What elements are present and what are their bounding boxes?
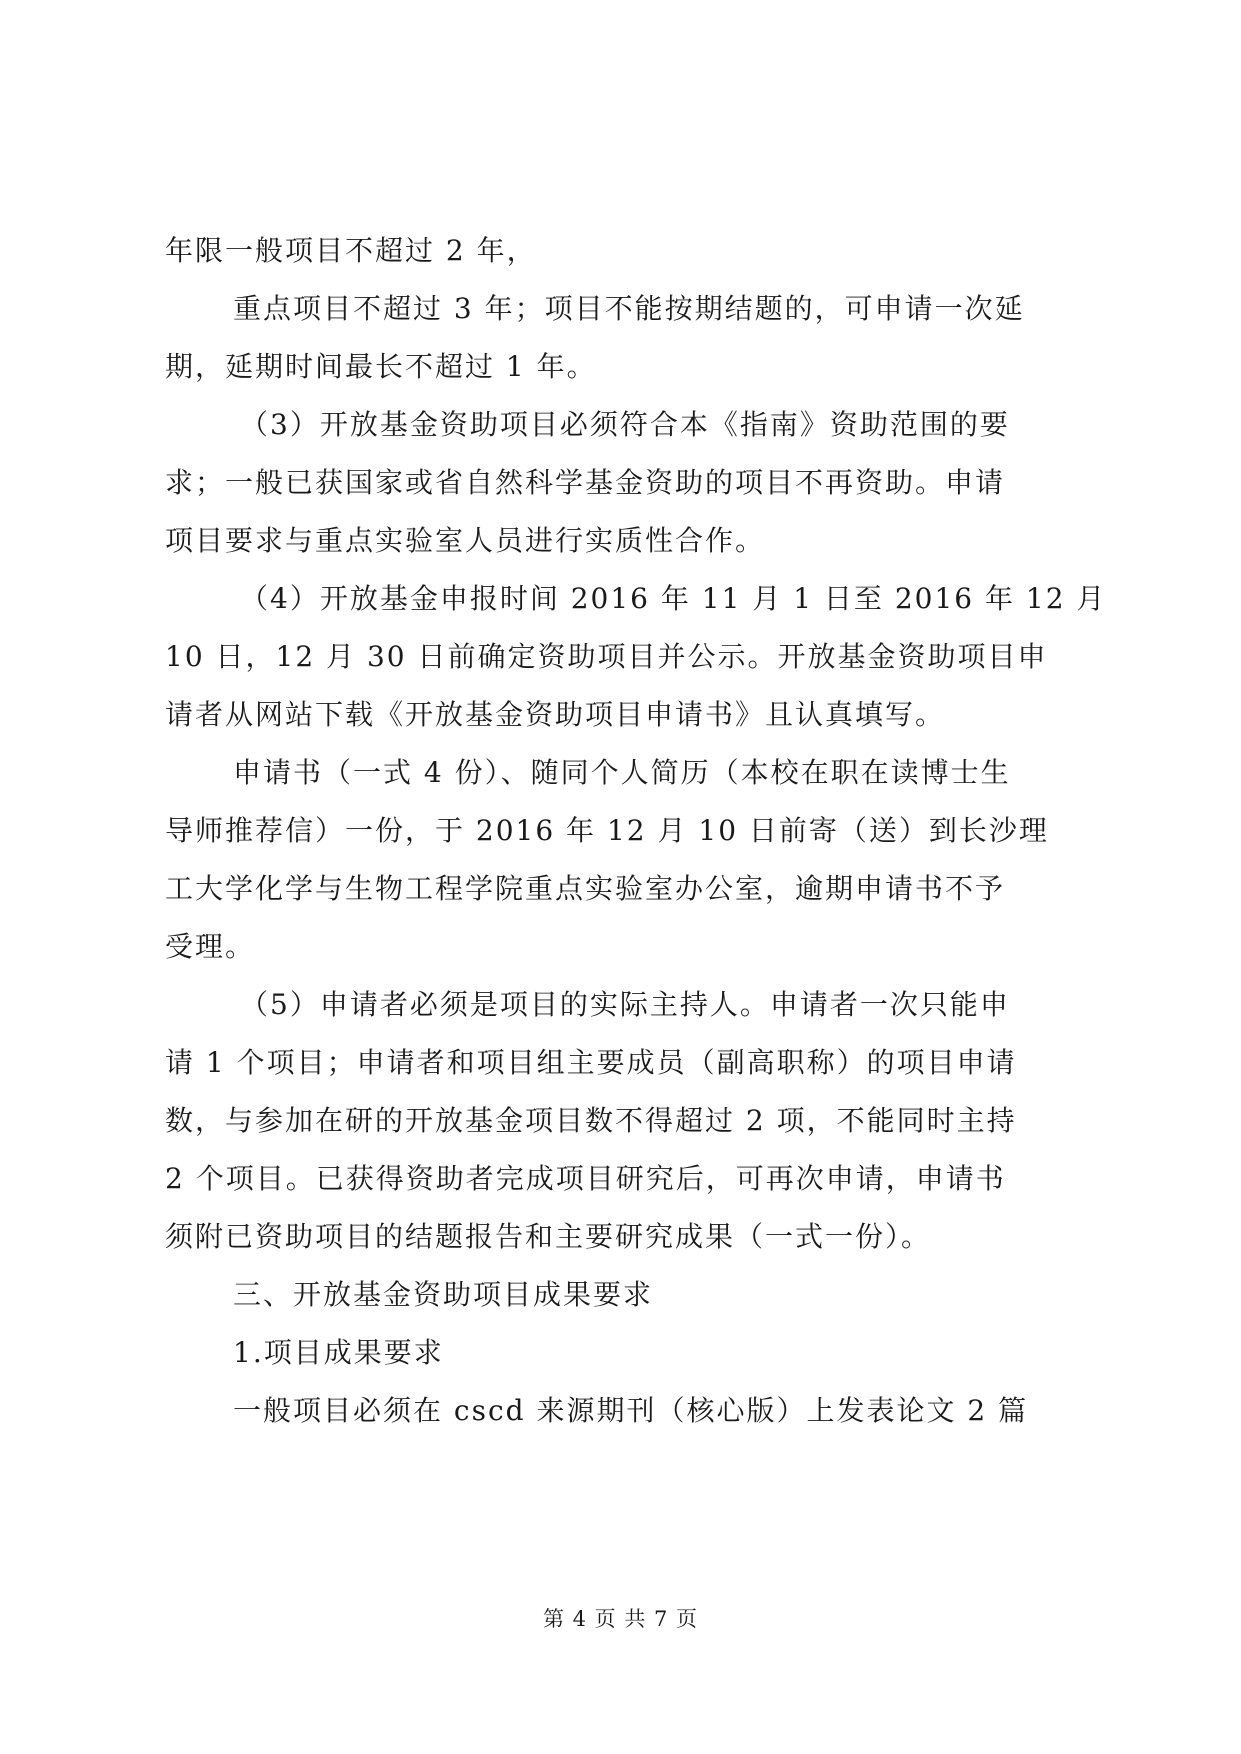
text-line: 导师推荐信）一份，于 2016 年 12 月 10 日前寄（送）到长沙理 — [165, 814, 1049, 847]
section-heading: 三、开放基金资助项目成果要求 — [233, 1278, 654, 1311]
text-line: 受理。 — [165, 930, 256, 963]
text-line: （4）开放基金申报时间 2016 年 11 月 1 日至 2016 年 12 月 — [240, 582, 1107, 615]
text-line: 2 个项目。已获得资助者完成项目研究后，可再次申请，申请书 — [165, 1162, 1006, 1195]
text-line: 项目要求与重点实验室人员进行实质性合作。 — [165, 524, 766, 557]
page-number-footer: 第 4 页 共 7 页 — [542, 1607, 699, 1631]
subsection-heading: 1.项目成果要求 — [233, 1336, 444, 1369]
text-line: 申请书（一式 4 份）、随同个人简历（本校在职在读博士生 — [233, 756, 1011, 789]
text-line: 求；一般已获国家或省自然科学基金资助的项目不再资助。申请 — [165, 466, 1006, 499]
document-body — [165, 222, 1107, 1440]
text-line: 请者从网站下载《开放基金资助项目申请书》且认真填写。 — [165, 698, 946, 731]
text-line: （5）申请者必须是项目的实际主持人。申请者一次只能申 — [240, 988, 1010, 1021]
text-line: 请 1 个项目；申请者和项目组主要成员（副高职称）的项目申请 — [165, 1046, 1017, 1079]
text-line: 期，延期时间最长不超过 1 年。 — [165, 350, 597, 383]
text-line: 数，与参加在研的开放基金项目数不得超过 2 项，不能同时主持 — [165, 1104, 1017, 1137]
text-line: 一般项目必须在 cscd 来源期刊（核心版）上发表论文 2 篇 — [233, 1394, 1029, 1427]
text-line: 10 日，12 月 30 日前确定资助项目并公示。开放基金资助项目申 — [165, 640, 1048, 673]
text-line: （3）开放基金资助项目必须符合本《指南》资助范围的要 — [240, 408, 1010, 441]
text-line: 年限一般项目不超过 2 年， — [165, 234, 537, 267]
text-line: 须附已资助项目的结题报告和主要研究成果（一式一份）。 — [165, 1220, 932, 1253]
text-line: 工大学化学与生物工程学院重点实验室办公室，逾期申请书不予 — [165, 872, 1006, 905]
text-line: 重点项目不超过 3 年；项目不能按期结题的，可申请一次延 — [233, 292, 1025, 325]
